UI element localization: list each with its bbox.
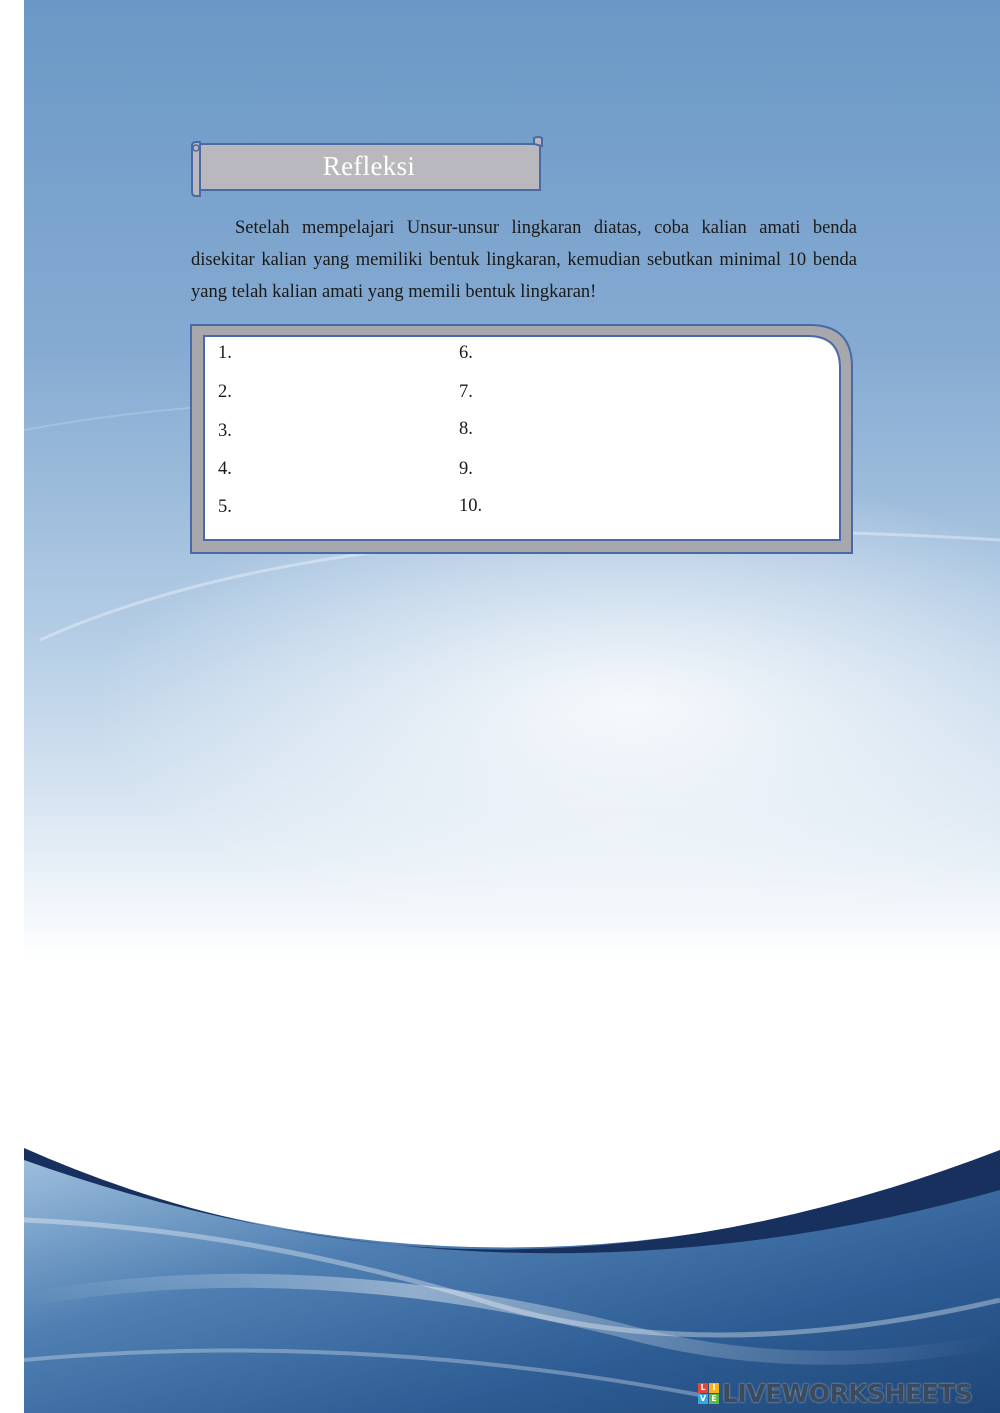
answer-line-3: 3. bbox=[218, 421, 232, 441]
answer-frame bbox=[190, 324, 854, 555]
page-margin bbox=[0, 0, 24, 1413]
answer-line-4: 4. bbox=[218, 459, 232, 479]
liveworksheets-logo bbox=[698, 1378, 972, 1408]
logo-badge bbox=[698, 1383, 719, 1404]
logo-letter-e: E bbox=[709, 1394, 719, 1404]
answer-line-8: 8. bbox=[459, 419, 473, 439]
answer-line-10: 10. bbox=[459, 496, 483, 516]
answer-line-5: 5. bbox=[218, 497, 232, 517]
logo-letter-i: I bbox=[709, 1383, 719, 1393]
answer-line-9: 9. bbox=[459, 459, 473, 479]
logo-letter-v: V bbox=[699, 1394, 707, 1403]
logo-wordmark: LIVEWORKSHEETS bbox=[722, 1378, 973, 1408]
instruction-paragraph: Setelah mempelajari Unsur-unsur lingkaran diatas, coba kalian amati benda disekitar kalian yang memiliki bentuk lingkaran, kemudian sebutkan minimal 10 benda yang telah kalian amati yang memili bentuk lingkaran! bbox=[191, 218, 857, 302]
section-title: Refleksi bbox=[322, 150, 416, 181]
answer-line-7: 7. bbox=[459, 382, 473, 402]
answer-line-2: 2. bbox=[218, 382, 232, 402]
answer-line-1: 1. bbox=[218, 343, 232, 363]
answer-line-6: 6. bbox=[459, 343, 473, 363]
logo-letter-l: L bbox=[698, 1383, 708, 1393]
